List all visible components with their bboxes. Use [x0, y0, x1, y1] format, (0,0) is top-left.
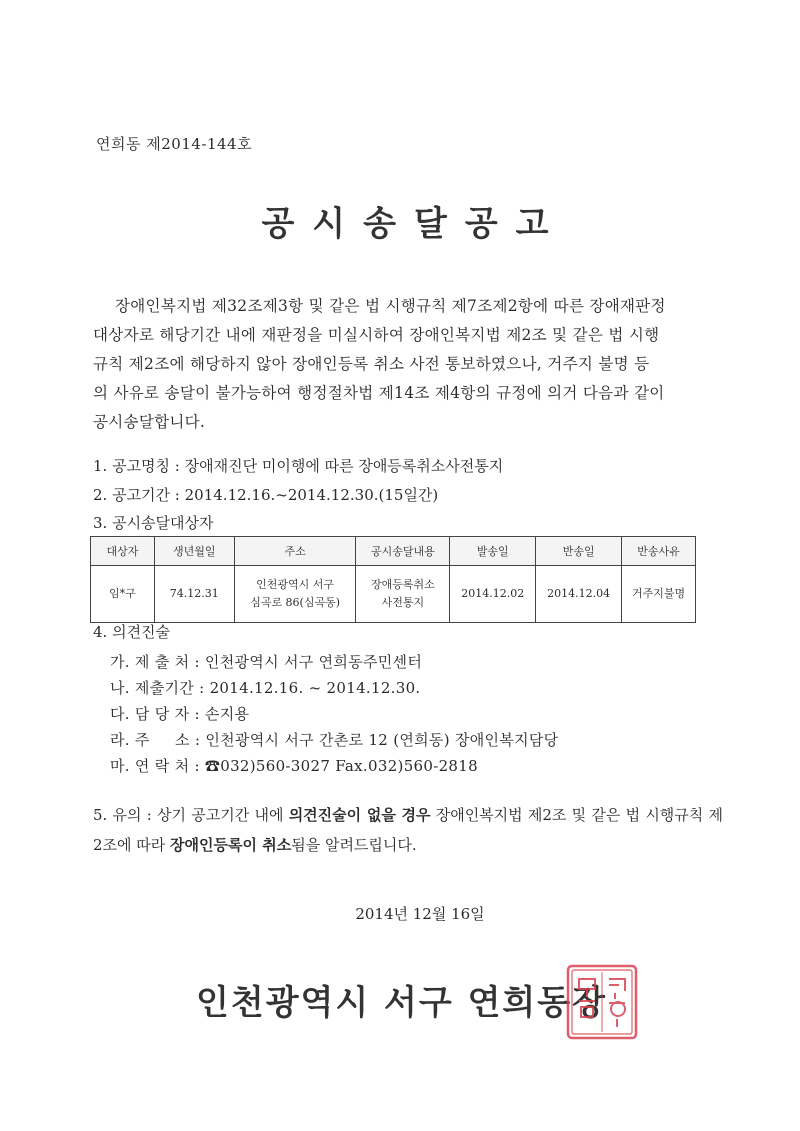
caution-notice [93, 800, 723, 860]
document-number: 연희동 제2014-144호 [96, 135, 253, 153]
header-return-date: 반송일 [536, 537, 622, 566]
address-line-2: 심곡로 86(심곡동) [250, 596, 341, 609]
opinion-submit-place: 가. 제 출 처 : 인천광역시 서구 연희동주민센터 [110, 653, 423, 671]
table-row [91, 566, 696, 623]
official-seal-icon [565, 963, 639, 1041]
header-birthdate: 생년월일 [154, 537, 234, 566]
opinion-heading: 4. 의견진술 [93, 623, 171, 641]
header-address: 주소 [234, 537, 356, 566]
table-header-row [91, 537, 696, 566]
header-return-reason: 반송사유 [622, 537, 696, 566]
cell-address [234, 566, 356, 623]
notice-bold-1: 의견진술이 없을 경우 [288, 806, 431, 824]
opinion-address: 라. 주 소 : 인천광역시 서구 간촌로 12 (연희동) 장애인복지담당 [110, 731, 559, 749]
intro-paragraph [93, 292, 715, 437]
content-line-1: 장애등록취소 [370, 578, 435, 591]
issuer-name: 인천광역시 서구 연희동장 [196, 983, 607, 1023]
issue-date: 2014년 12월 16일 [355, 905, 485, 923]
notice-period-item: 2. 공고기간 : 2014.12.16.~2014.12.30.(15일간) [93, 486, 439, 504]
cell-sent-date: 2014.12.02 [450, 566, 536, 623]
cell-return-reason: 거주지불명 [622, 566, 696, 623]
content-line-2: 사전통지 [381, 596, 425, 609]
header-sent-date: 발송일 [450, 537, 536, 566]
intro-line-3: 규칙 제2조에 해당하지 않아 장애인등록 취소 사전 통보하였으나, 거주지 불명 등 [93, 355, 650, 373]
cell-name: 임*구 [91, 566, 155, 623]
cell-birthdate: 74.12.31 [154, 566, 234, 623]
cell-return-date: 2014.12.04 [536, 566, 622, 623]
notice-part-3: 됨을 알려드립니다. [291, 836, 417, 854]
notice-name-item: 1. 공고명칭 : 장애재진단 미이행에 따른 장애등록취소사전통지 [93, 457, 504, 475]
intro-line-4: 의 사유로 송달이 불가능하여 행정절차법 제14조 제4항의 규정에 의거 다음과 같이 [93, 384, 665, 402]
document-title: 공시송달공고 [261, 204, 567, 244]
opinion-submit-period: 나. 제출기간 : 2014.12.16. ~ 2014.12.30. [110, 679, 421, 697]
notice-part-2: 장애인복지법 제2조 및 같은 법 시행규칙 제2조에 따라 [93, 806, 724, 854]
intro-line-2: 대상자로 해당기간 내에 재판정을 미실시하여 장애인복지법 제2조 및 같은 법 시행 [93, 326, 660, 344]
target-person-heading: 3. 공시송달대상자 [93, 514, 214, 532]
opinion-contact: 마. 연 락 처 : ☎032)560-3027 Fax.032)560-2818 [110, 757, 478, 775]
cell-content [356, 566, 450, 623]
address-line-1: 인천광역시 서구 [256, 578, 335, 591]
opinion-officer: 다. 담 당 자 : 손지용 [110, 705, 250, 723]
intro-line-1: 장애인복지법 제32조제3항 및 같은 법 시행규칙 제7조제2항에 따른 장애재판정 [115, 297, 666, 315]
intro-line-5: 공시송달합니다. [93, 413, 206, 431]
notice-bold-2: 장애인등록이 취소 [170, 836, 292, 854]
header-target: 대상자 [91, 537, 155, 566]
header-content: 공시송달내용 [356, 537, 450, 566]
target-table [90, 536, 696, 623]
notice-part-1: 5. 유의 : 상기 공고기간 내에 [93, 806, 289, 824]
